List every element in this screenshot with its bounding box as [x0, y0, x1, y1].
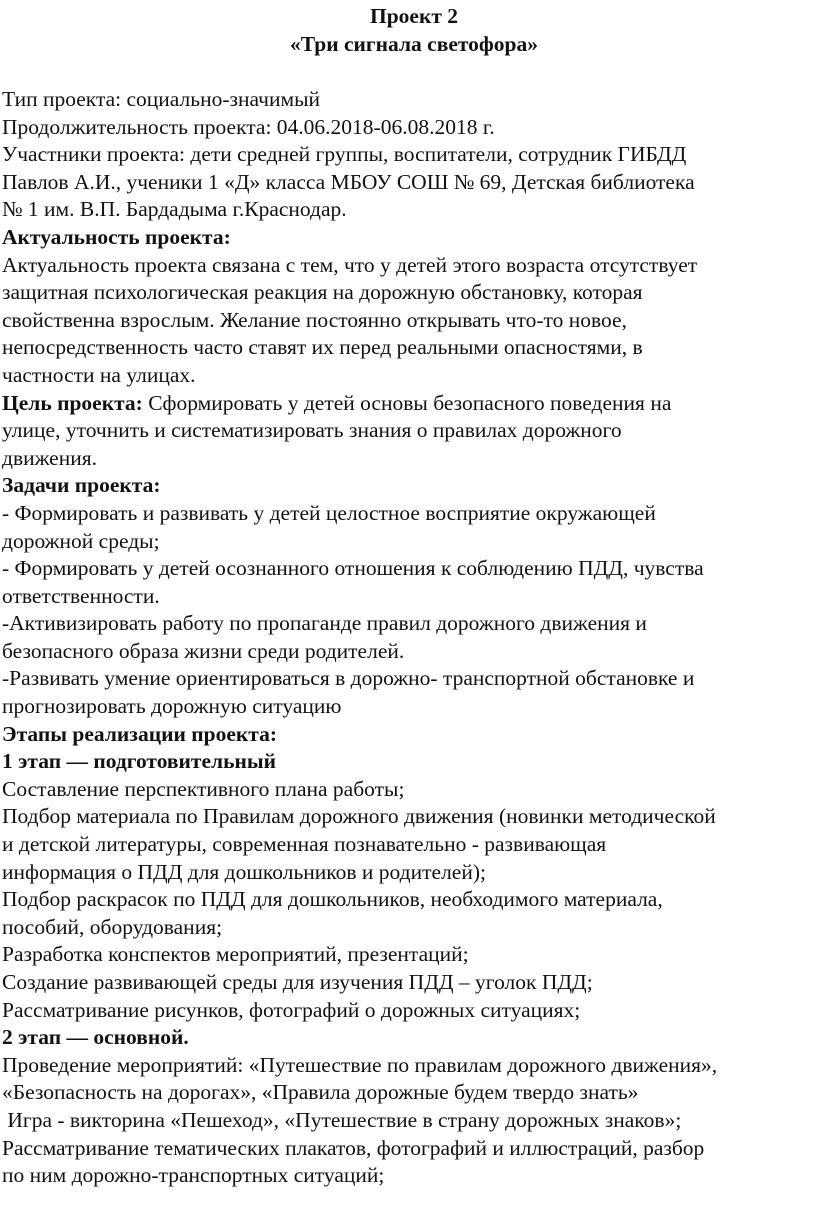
title-line-2: «Три сигнала светофора» [289, 32, 538, 56]
stage1-line: Подбор материала по Правилам дорожного движения (новинки методической [2, 804, 716, 829]
stage1-line: Составление перспективного плана работы; [2, 776, 405, 801]
stage1-heading: 1 этап — подготовительный [2, 749, 277, 774]
task-line: - Формировать у детей осознанного отношения к соблюдению ПДД, чувства [2, 556, 704, 581]
stage1-line: Подбор раскрасок по ПДД для дошкольников, необходимого материала, [2, 887, 663, 912]
project-meta [2, 86, 816, 224]
goal-line: движения. [2, 445, 97, 470]
project-duration: Продолжительность проекта: 04.06.2018-06.08.2018 г. [2, 114, 495, 139]
relevance-line: частности на улицах. [2, 362, 196, 387]
task-line: -Развивать умение ориентироваться в дорожно- транспортной обстановке и [2, 666, 695, 691]
stage2-line: Рассматривание тематических плакатов, фотографий и иллюстраций, разбор [2, 1135, 705, 1160]
relevance-line: свойственна взрослым. Желание постоянно открывать что-то новое, [2, 307, 627, 332]
goal-text: Сформировать у детей основы безопасного поведения на [142, 390, 672, 415]
stage2-heading: 2 этап — основной. [2, 1025, 189, 1050]
stage1-line: Создание развивающей среды для изучения ПДД – уголок ПДД; [2, 970, 593, 994]
goal-first-line [2, 390, 816, 418]
goal-line: улице, уточнить и систематизировать знания о правилах дорожного [2, 418, 622, 443]
relevance-line: непосредственность часто ставят их перед реальными опасностями, в [2, 335, 643, 360]
document-title [2, 0, 816, 58]
participants-line: № 1 им. В.П. Бардадыма г.Краснодар. [2, 197, 347, 222]
stage2-line: по ним дорожно-транспортных ситуаций; [2, 1163, 385, 1188]
stages-heading: Этапы реализации проекта: [2, 721, 277, 746]
project-type: Тип проекта: социально-значимый [2, 87, 321, 111]
stage2-line: «Безопасность на дорогах», «Правила дорожные будем твердо знать» [2, 1080, 639, 1105]
stage2-line: Игра - викторина «Пешеход», «Путешествие в страну дорожных знаков»; [2, 1107, 682, 1132]
stage1-line: пособий, оборудования; [2, 914, 223, 939]
spacer [2, 58, 816, 86]
relevance-line: защитная психологическая реакция на дорожную обстановку, которая [2, 280, 643, 305]
relevance-line: Актуальность проекта связана с тем, что у детей этого возраста отсутствует [2, 252, 698, 277]
task-line: дорожной среды; [2, 528, 160, 553]
stage1-line: Рассматривание рисунков, фотографий о дорожных ситуациях; [2, 997, 581, 1022]
title-line-1: Проект 2 [369, 4, 459, 28]
relevance-section [2, 224, 816, 390]
stage1-line: и детской литературы, современная познавательно - развивающая [2, 832, 607, 857]
stages-section [2, 721, 816, 1190]
stage1-line: Разработка конспектов мероприятий, презентаций; [2, 942, 469, 967]
task-line: безопасного образа жизни среди родителей. [2, 638, 405, 663]
goal-section [2, 390, 816, 473]
relevance-heading: Актуальность проекта: [2, 224, 231, 249]
task-line: ответственности. [2, 583, 160, 608]
task-line: -Активизировать работу по пропаганде правил дорожного движения и [2, 611, 647, 636]
task-line: прогнозировать дорожную ситуацию [2, 694, 342, 719]
participants-line: Павлов А.И., ученики 1 «Д» класса МБОУ СОШ № 69, Детская библиотека [2, 169, 695, 194]
tasks-section [2, 472, 816, 720]
participants-line: Участники проекта: дети средней группы, воспитатели, сотрудник ГИБДД [2, 142, 687, 167]
stage1-line: информация о ПДД для дошкольников и родителей); [2, 859, 486, 884]
goal-label: Цель проекта: [2, 390, 143, 415]
tasks-heading: Задачи проекта: [2, 473, 161, 498]
task-line: - Формировать и развивать у детей целостное восприятие окружающей [2, 500, 656, 525]
stage2-line: Проведение мероприятий: «Путешествие по правилам дорожного движения», [2, 1052, 718, 1077]
